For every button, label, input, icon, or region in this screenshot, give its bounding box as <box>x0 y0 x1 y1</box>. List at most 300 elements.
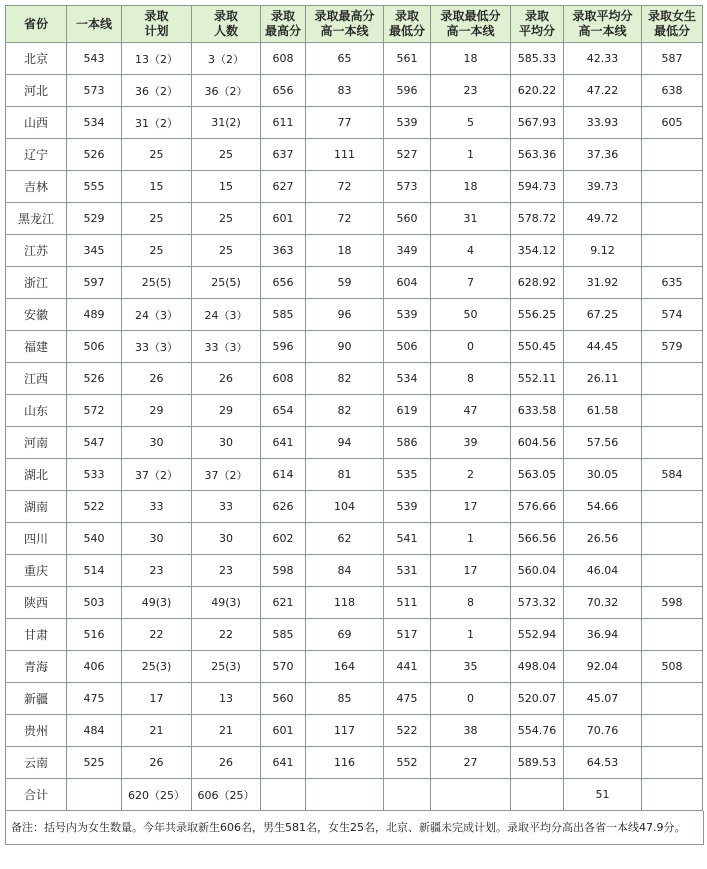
table-cell: 573.32 <box>511 587 564 619</box>
column-header-line: 录取平均分 <box>572 9 633 23</box>
table-cell: 25 <box>192 203 261 235</box>
table-cell: 5 <box>431 107 511 139</box>
table-cell: 489 <box>67 299 122 331</box>
table-cell: 503 <box>67 587 122 619</box>
table-cell: 579 <box>642 331 703 363</box>
table-row <box>6 683 703 715</box>
table-cell: 47 <box>431 395 511 427</box>
table-cell: 611 <box>261 107 306 139</box>
table-cell: 13 <box>192 683 261 715</box>
table-cell: 33 <box>122 491 192 523</box>
table-cell: 560 <box>261 683 306 715</box>
table-cell <box>642 139 703 171</box>
table-cell: 25(5) <box>192 267 261 299</box>
table-cell: 164 <box>306 651 384 683</box>
table-cell: 70.76 <box>564 715 642 747</box>
table-cell: 65 <box>306 43 384 75</box>
table-cell <box>67 779 122 811</box>
column-header <box>431 6 511 43</box>
table-cell: 24（3） <box>192 299 261 331</box>
table-cell: 511 <box>384 587 431 619</box>
column-header-line: 高一本线 <box>320 24 369 38</box>
table-cell: 550.45 <box>511 331 564 363</box>
admission-table-container <box>5 5 702 845</box>
table-cell: 35 <box>431 651 511 683</box>
table-cell: 567.93 <box>511 107 564 139</box>
table-cell: 598 <box>261 555 306 587</box>
table-row <box>6 747 703 779</box>
table-cell: 8 <box>431 587 511 619</box>
table-cell: 560 <box>384 203 431 235</box>
table-cell: 1 <box>431 139 511 171</box>
table-cell: 589.53 <box>511 747 564 779</box>
table-cell: 570 <box>261 651 306 683</box>
table-cell: 27 <box>431 747 511 779</box>
table-cell: 529 <box>67 203 122 235</box>
column-header-line: 人数 <box>213 24 238 38</box>
province-cell: 重庆 <box>6 555 67 587</box>
table-cell: 111 <box>306 139 384 171</box>
table-cell: 475 <box>67 683 122 715</box>
table-cell: 656 <box>261 75 306 107</box>
table-cell: 47.22 <box>564 75 642 107</box>
table-cell: 70.32 <box>564 587 642 619</box>
table-cell: 534 <box>67 107 122 139</box>
table-cell: 3（2） <box>192 43 261 75</box>
table-cell: 39 <box>431 427 511 459</box>
table-cell: 506 <box>384 331 431 363</box>
table-cell <box>642 395 703 427</box>
table-cell: 541 <box>384 523 431 555</box>
table-cell: 77 <box>306 107 384 139</box>
table-cell: 596 <box>384 75 431 107</box>
table-cell <box>642 683 703 715</box>
table-cell: 626 <box>261 491 306 523</box>
table-cell: 566.56 <box>511 523 564 555</box>
table-cell: 555 <box>67 171 122 203</box>
province-cell: 新疆 <box>6 683 67 715</box>
table-cell: 30 <box>192 523 261 555</box>
province-cell: 北京 <box>6 43 67 75</box>
table-row <box>6 107 703 139</box>
table-cell: 363 <box>261 235 306 267</box>
column-header-line: 最低分 <box>388 24 425 38</box>
table-cell: 22 <box>192 619 261 651</box>
table-cell: 498.04 <box>511 651 564 683</box>
table-cell: 526 <box>67 139 122 171</box>
table-cell: 37（2） <box>192 459 261 491</box>
province-cell: 青海 <box>6 651 67 683</box>
table-cell <box>642 235 703 267</box>
table-cell: 17 <box>431 555 511 587</box>
column-header <box>564 6 642 43</box>
table-cell: 31 <box>431 203 511 235</box>
table-row <box>6 203 703 235</box>
table-cell: 638 <box>642 75 703 107</box>
column-header-line: 计划 <box>144 24 169 38</box>
column-header-line: 录取 <box>270 9 295 23</box>
table-cell: 349 <box>384 235 431 267</box>
table-cell: 585 <box>261 619 306 651</box>
table-cell: 33.93 <box>564 107 642 139</box>
table-cell <box>642 427 703 459</box>
table-cell: 13（2） <box>122 43 192 75</box>
table-cell: 23 <box>122 555 192 587</box>
table-cell: 31(2) <box>192 107 261 139</box>
table-cell: 539 <box>384 491 431 523</box>
table-cell <box>306 779 384 811</box>
table-cell: 72 <box>306 171 384 203</box>
table-cell: 30.05 <box>564 459 642 491</box>
table-cell: 49(3) <box>192 587 261 619</box>
table-cell: 585.33 <box>511 43 564 75</box>
table-cell: 619 <box>384 395 431 427</box>
table-cell <box>431 779 511 811</box>
table-cell <box>384 779 431 811</box>
table-cell: 539 <box>384 299 431 331</box>
table-cell: 506 <box>67 331 122 363</box>
table-cell: 29 <box>122 395 192 427</box>
table-cell <box>511 779 564 811</box>
province-cell: 甘肃 <box>6 619 67 651</box>
table-cell: 82 <box>306 363 384 395</box>
table-cell: 560.04 <box>511 555 564 587</box>
table-cell: 26 <box>122 363 192 395</box>
table-cell: 42.33 <box>564 43 642 75</box>
table-cell <box>642 555 703 587</box>
table-cell: 552.11 <box>511 363 564 395</box>
table-cell: 0 <box>431 683 511 715</box>
table-cell: 527 <box>384 139 431 171</box>
table-cell: 605 <box>642 107 703 139</box>
table-cell: 26 <box>192 363 261 395</box>
table-cell: 31.92 <box>564 267 642 299</box>
table-cell: 522 <box>67 491 122 523</box>
table-cell: 26.56 <box>564 523 642 555</box>
column-header <box>261 6 306 43</box>
table-cell: 578.72 <box>511 203 564 235</box>
table-cell: 516 <box>67 619 122 651</box>
province-cell: 吉林 <box>6 171 67 203</box>
table-cell: 620（25） <box>122 779 192 811</box>
table-cell: 587 <box>642 43 703 75</box>
table-cell: 25(3) <box>192 651 261 683</box>
province-cell: 贵州 <box>6 715 67 747</box>
province-cell: 江西 <box>6 363 67 395</box>
table-cell: 514 <box>67 555 122 587</box>
table-cell: 586 <box>384 427 431 459</box>
table-row <box>6 363 703 395</box>
table-cell: 604.56 <box>511 427 564 459</box>
table-cell: 606（25） <box>192 779 261 811</box>
table-cell: 574 <box>642 299 703 331</box>
table-cell <box>261 779 306 811</box>
table-cell: 36（2） <box>122 75 192 107</box>
table-cell: 24（3） <box>122 299 192 331</box>
table-cell: 44.45 <box>564 331 642 363</box>
table-cell: 92.04 <box>564 651 642 683</box>
table-cell: 33 <box>192 491 261 523</box>
table-cell: 38 <box>431 715 511 747</box>
table-cell: 21 <box>192 715 261 747</box>
table-cell: 654 <box>261 395 306 427</box>
table-cell: 62 <box>306 523 384 555</box>
province-cell: 河南 <box>6 427 67 459</box>
table-cell: 104 <box>306 491 384 523</box>
table-cell: 23 <box>431 75 511 107</box>
table-cell: 406 <box>67 651 122 683</box>
table-cell: 15 <box>192 171 261 203</box>
table-cell: 556.25 <box>511 299 564 331</box>
table-cell: 39.73 <box>564 171 642 203</box>
table-cell <box>642 779 703 811</box>
table-cell: 25(5) <box>122 267 192 299</box>
table-cell: 526 <box>67 363 122 395</box>
province-cell: 河北 <box>6 75 67 107</box>
table-cell: 547 <box>67 427 122 459</box>
table-cell: 9.12 <box>564 235 642 267</box>
column-header-line: 录取最高分 <box>314 9 375 23</box>
column-header <box>67 6 122 43</box>
table-cell <box>642 491 703 523</box>
column-header-line: 省份 <box>23 16 48 31</box>
table-row <box>6 619 703 651</box>
table-row <box>6 331 703 363</box>
table-cell: 30 <box>192 427 261 459</box>
table-cell: 4 <box>431 235 511 267</box>
column-header <box>306 6 384 43</box>
table-cell: 525 <box>67 747 122 779</box>
column-header-line: 录取 <box>213 9 238 23</box>
column-header-line: 录取 <box>394 9 419 23</box>
table-row <box>6 779 703 811</box>
table-note: 备注：括号内为女生数量。今年共录取新生606名，男生581名，女生25名，北京、新疆未完成计划。录取平均分高出各省一本线47.9分。 <box>5 811 704 845</box>
table-cell: 64.53 <box>564 747 642 779</box>
province-cell: 湖北 <box>6 459 67 491</box>
table-cell: 84 <box>306 555 384 587</box>
table-cell: 7 <box>431 267 511 299</box>
table-cell: 51 <box>564 779 642 811</box>
table-cell: 533 <box>67 459 122 491</box>
table-cell <box>642 203 703 235</box>
table-cell: 8 <box>431 363 511 395</box>
table-cell: 596 <box>261 331 306 363</box>
table-cell: 49(3) <box>122 587 192 619</box>
table-cell: 26.11 <box>564 363 642 395</box>
table-row <box>6 43 703 75</box>
table-cell: 33（3） <box>122 331 192 363</box>
table-cell: 517 <box>384 619 431 651</box>
table-cell: 33（3） <box>192 331 261 363</box>
table-cell: 25(3) <box>122 651 192 683</box>
table-cell: 26 <box>192 747 261 779</box>
column-header <box>384 6 431 43</box>
province-cell: 山东 <box>6 395 67 427</box>
table-row <box>6 235 703 267</box>
table-cell: 508 <box>642 651 703 683</box>
table-cell: 49.72 <box>564 203 642 235</box>
table-cell: 36（2） <box>192 75 261 107</box>
table-row <box>6 523 703 555</box>
table-row <box>6 587 703 619</box>
table-cell: 96 <box>306 299 384 331</box>
table-cell: 37.36 <box>564 139 642 171</box>
table-cell: 554.76 <box>511 715 564 747</box>
table-cell: 25 <box>122 235 192 267</box>
column-header-line: 录取 <box>144 9 169 23</box>
table-cell: 656 <box>261 267 306 299</box>
table-cell: 90 <box>306 331 384 363</box>
table-cell: 26 <box>122 747 192 779</box>
table-cell: 635 <box>642 267 703 299</box>
table-cell: 15 <box>122 171 192 203</box>
table-cell: 543 <box>67 43 122 75</box>
province-cell: 山西 <box>6 107 67 139</box>
table-row <box>6 491 703 523</box>
table-cell: 72 <box>306 203 384 235</box>
table-cell <box>642 523 703 555</box>
table-cell <box>642 747 703 779</box>
table-cell: 576.66 <box>511 491 564 523</box>
table-cell: 563.05 <box>511 459 564 491</box>
table-cell: 25 <box>122 139 192 171</box>
province-cell: 辽宁 <box>6 139 67 171</box>
table-cell: 37（2） <box>122 459 192 491</box>
table-row <box>6 555 703 587</box>
column-header <box>6 6 67 43</box>
admission-table <box>5 5 703 811</box>
table-row <box>6 139 703 171</box>
table-cell <box>642 619 703 651</box>
table-cell: 25 <box>192 235 261 267</box>
table-cell: 46.04 <box>564 555 642 587</box>
table-cell: 601 <box>261 203 306 235</box>
table-cell: 637 <box>261 139 306 171</box>
table-cell: 604 <box>384 267 431 299</box>
table-cell: 22 <box>122 619 192 651</box>
column-header-line: 录取女生 <box>647 9 696 23</box>
table-cell: 597 <box>67 267 122 299</box>
column-header <box>192 6 261 43</box>
table-cell: 83 <box>306 75 384 107</box>
column-header <box>642 6 703 43</box>
table-cell: 2 <box>431 459 511 491</box>
table-cell: 531 <box>384 555 431 587</box>
table-cell: 620.22 <box>511 75 564 107</box>
table-row <box>6 171 703 203</box>
table-row <box>6 75 703 107</box>
table-cell: 1 <box>431 523 511 555</box>
table-cell: 23 <box>192 555 261 587</box>
province-cell: 安徽 <box>6 299 67 331</box>
table-cell: 601 <box>261 715 306 747</box>
province-cell: 江苏 <box>6 235 67 267</box>
table-row <box>6 267 703 299</box>
table-cell: 116 <box>306 747 384 779</box>
table-cell: 535 <box>384 459 431 491</box>
table-row <box>6 395 703 427</box>
province-cell: 福建 <box>6 331 67 363</box>
table-cell: 641 <box>261 427 306 459</box>
table-cell: 59 <box>306 267 384 299</box>
province-cell: 浙江 <box>6 267 67 299</box>
table-cell: 50 <box>431 299 511 331</box>
province-cell: 合计 <box>6 779 67 811</box>
table-cell: 540 <box>67 523 122 555</box>
table-cell: 633.58 <box>511 395 564 427</box>
table-cell: 602 <box>261 523 306 555</box>
table-cell: 117 <box>306 715 384 747</box>
table-cell: 18 <box>431 171 511 203</box>
table-cell: 573 <box>67 75 122 107</box>
table-cell: 18 <box>431 43 511 75</box>
table-cell: 345 <box>67 235 122 267</box>
table-cell: 441 <box>384 651 431 683</box>
column-header <box>122 6 192 43</box>
table-cell: 534 <box>384 363 431 395</box>
table-row <box>6 427 703 459</box>
table-cell: 67.25 <box>564 299 642 331</box>
table-cell: 82 <box>306 395 384 427</box>
table-cell <box>642 363 703 395</box>
table-cell: 539 <box>384 107 431 139</box>
table-cell: 57.56 <box>564 427 642 459</box>
table-cell: 585 <box>261 299 306 331</box>
table-cell: 45.07 <box>564 683 642 715</box>
table-cell: 475 <box>384 683 431 715</box>
table-row <box>6 459 703 491</box>
table-cell: 573 <box>384 171 431 203</box>
table-cell: 627 <box>261 171 306 203</box>
table-cell: 17 <box>431 491 511 523</box>
table-row <box>6 651 703 683</box>
table-cell: 54.66 <box>564 491 642 523</box>
table-cell: 598 <box>642 587 703 619</box>
column-header-line: 录取 <box>524 9 549 23</box>
province-cell: 湖南 <box>6 491 67 523</box>
table-cell: 69 <box>306 619 384 651</box>
table-cell: 520.07 <box>511 683 564 715</box>
table-cell: 85 <box>306 683 384 715</box>
table-cell: 81 <box>306 459 384 491</box>
table-cell: 31（2） <box>122 107 192 139</box>
table-cell: 594.73 <box>511 171 564 203</box>
table-cell: 608 <box>261 363 306 395</box>
table-cell: 584 <box>642 459 703 491</box>
table-cell: 118 <box>306 587 384 619</box>
table-cell: 563.36 <box>511 139 564 171</box>
table-cell: 628.92 <box>511 267 564 299</box>
column-header-line: 高一本线 <box>446 24 495 38</box>
table-cell: 354.12 <box>511 235 564 267</box>
table-cell: 552.94 <box>511 619 564 651</box>
table-cell: 608 <box>261 43 306 75</box>
table-cell: 0 <box>431 331 511 363</box>
table-cell: 641 <box>261 747 306 779</box>
column-header-line: 高一本线 <box>578 24 627 38</box>
province-cell: 陕西 <box>6 587 67 619</box>
table-cell: 552 <box>384 747 431 779</box>
table-cell <box>642 171 703 203</box>
table-cell: 522 <box>384 715 431 747</box>
table-row <box>6 715 703 747</box>
table-cell: 18 <box>306 235 384 267</box>
column-header-line: 最高分 <box>264 24 301 38</box>
table-cell: 561 <box>384 43 431 75</box>
table-cell: 1 <box>431 619 511 651</box>
table-cell: 25 <box>192 139 261 171</box>
province-cell: 黑龙江 <box>6 203 67 235</box>
